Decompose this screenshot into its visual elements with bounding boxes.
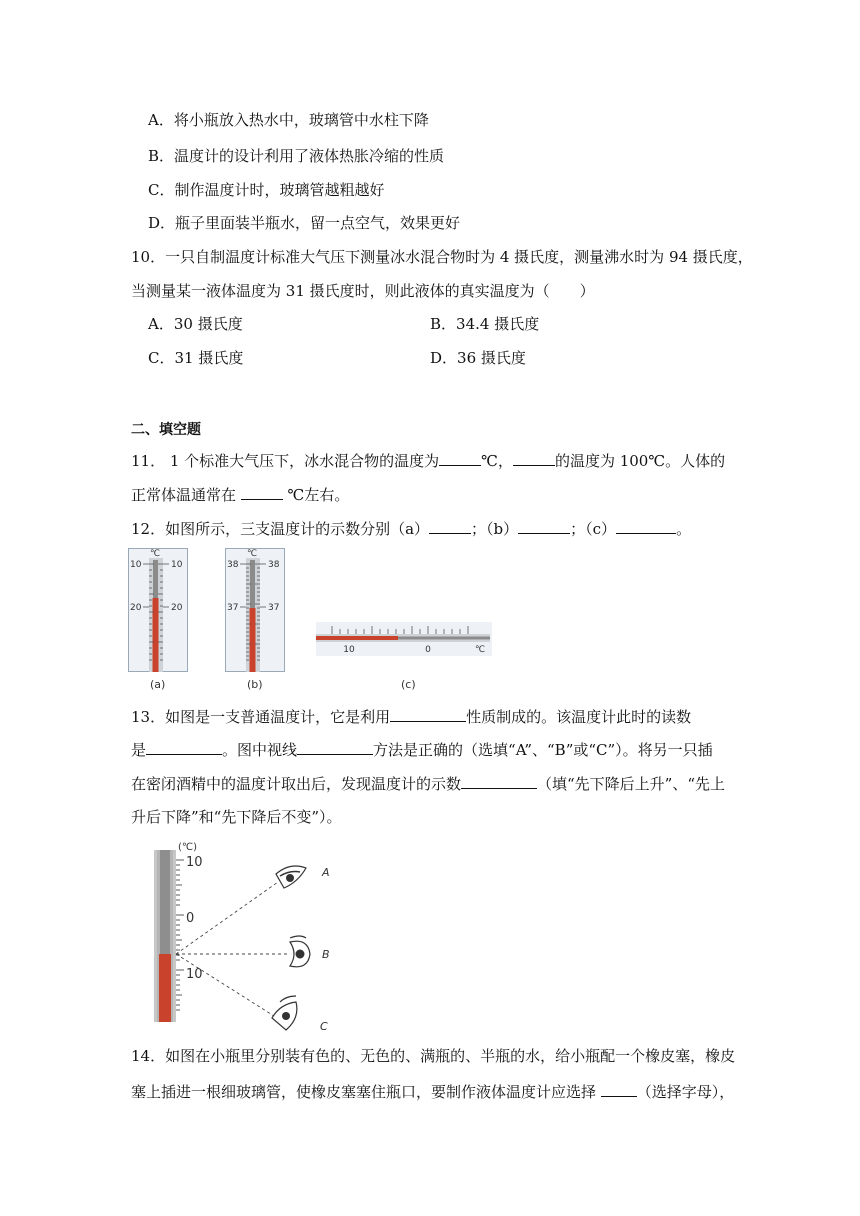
q13-blank-4[interactable] (461, 772, 537, 789)
q11-blank-2[interactable] (513, 449, 555, 466)
eye-a-label: A (322, 866, 330, 879)
thermometer-a-label-top-left: 10 (130, 560, 142, 570)
q13-text-1: 13．如图是一支普通温度计，它是利用 (131, 708, 391, 726)
q13-line4: 升后下降”和“先下降后不变”）。 (131, 808, 342, 826)
q11-text-5: ℃左右。 (282, 486, 350, 504)
eye-a-icon (276, 866, 306, 888)
q12-text-1: 12．如图所示，三支温度计的示数分别（a） (131, 520, 430, 538)
q12-blank-c[interactable] (616, 517, 676, 534)
q10-stem-line2: 当测量某一液体温度为 31 摄氏度时，则此液体的真实温度为（ ） (131, 282, 595, 300)
q13-text-5: 方法是正确的（选填“A”、“B”或“C”）。将另一只插 (373, 741, 713, 759)
q12-stem (131, 517, 691, 540)
figure13-tick-10-bottom: 10 (186, 967, 203, 982)
section-title: 二、填空题 (131, 422, 201, 438)
q12-text-3: ；（c） (570, 520, 617, 538)
q12-blank-b[interactable] (518, 517, 570, 534)
q10-option-d: D．36 摄氏度 (430, 349, 526, 367)
q10-option-a: A．30 摄氏度 (148, 315, 243, 333)
thermometer-b-label-top-right: 38 (268, 560, 280, 570)
q9-option-b: B．温度计的设计利用了液体热胀冷缩的性质 (148, 147, 445, 165)
q13-line2 (131, 738, 713, 761)
eye-b-icon (290, 936, 310, 967)
q13-text-4: 。图中视线 (222, 741, 298, 759)
q12-blank-a[interactable] (429, 517, 471, 534)
q13-line1 (131, 705, 691, 728)
q13-blank-1[interactable] (390, 705, 466, 722)
q11-blank-1[interactable] (439, 449, 481, 466)
eye-c-icon (272, 996, 297, 1030)
thermometer-b-label-bottom-left: 37 (227, 603, 239, 613)
q14-line1: 14．如图在小瓶里分别装有色的、无色的、满瓶的、半瓶的水，给小瓶配一个橡皮塞，橡皮 (131, 1047, 736, 1065)
q13-text-6: 在密闭酒精中的温度计取出后，发现温度计的示数 (131, 775, 462, 793)
figure13-unit: (℃) (178, 842, 198, 853)
q13-text-3: 是 (131, 741, 147, 759)
q13-text-2: 性质制成的。该温度计此时的读数 (466, 708, 692, 726)
thermometer-a-label-bottom-left: 20 (130, 603, 142, 613)
q9-option-a: A．将小瓶放入热水中，玻璃管中水柱下降 (148, 111, 429, 129)
q10-option-c: C．31 摄氏度 (148, 349, 244, 367)
q11-text-1: 11． 1 个标准大气压下，冰水混合物的温度为 (131, 452, 440, 470)
figure-a-caption: (a) (150, 678, 166, 691)
q9-option-c: C．制作温度计时，玻璃管越粗越好 (148, 181, 385, 199)
thermometer-a-label-bottom-right: 20 (171, 603, 183, 613)
thermometer-c-unit: ℃ (474, 645, 486, 655)
q11-text-4: 正常体温通常在 (131, 486, 241, 504)
q14-line2 (131, 1080, 734, 1103)
thermometer-a-figure (128, 548, 188, 673)
q10-option-b: B．34.4 摄氏度 (430, 315, 540, 333)
q14-text-2: （选择字母）， (636, 1083, 735, 1101)
q13-blank-3[interactable] (297, 738, 373, 755)
q10-stem-line1: 10．一只自制温度计标准大气压下测量冰水混合物时为 4 摄氏度，测量沸水时为 94 摄氏度， (131, 248, 753, 266)
q13-text-7: （填“先下降后上升”、“先上 (537, 775, 726, 793)
q11-text-2: ℃， (481, 452, 513, 470)
figure-c-caption: (c) (401, 678, 416, 691)
figure13-tick-10-top: 10 (186, 855, 203, 870)
q9-option-d: D．瓶子里面装半瓶水，留一点空气，效果更好 (148, 214, 461, 232)
thermometer-b-figure (225, 548, 285, 673)
q14-text-1: 塞上插进一根细玻璃管，使橡皮塞塞住瓶口，要制作液体温度计应选择 (131, 1083, 601, 1101)
thermometer-c-figure (316, 622, 492, 656)
thermometer-a-unit: ℃ (149, 549, 161, 559)
thermometer-b-unit: ℃ (246, 549, 258, 559)
q14-blank-1[interactable] (601, 1080, 637, 1097)
figure-b-caption: (b) (247, 678, 263, 691)
figure13-tick-0: 0 (186, 911, 195, 926)
thermometer-sightline-figure (140, 838, 350, 1034)
thermometer-c-label-0: 0 (425, 645, 431, 655)
eye-b-label: B (322, 948, 330, 961)
q11-line2 (131, 483, 349, 506)
q11-blank-3[interactable] (241, 483, 283, 500)
q12-text-2: ；（b） (471, 520, 519, 538)
thermometer-a-label-top-right: 10 (171, 560, 183, 570)
eye-c-label: C (320, 1020, 328, 1033)
thermometer-c-label-10: 10 (343, 645, 355, 655)
q11-line1 (131, 449, 725, 472)
thermometer-b-label-top-left: 38 (227, 560, 239, 570)
q12-text-4: 。 (676, 520, 692, 538)
q13-blank-2[interactable] (146, 738, 222, 755)
thermometer-b-label-bottom-right: 37 (268, 603, 280, 613)
q11-text-3: 的温度为 100℃。人体的 (554, 452, 726, 470)
q13-line3 (131, 772, 725, 795)
